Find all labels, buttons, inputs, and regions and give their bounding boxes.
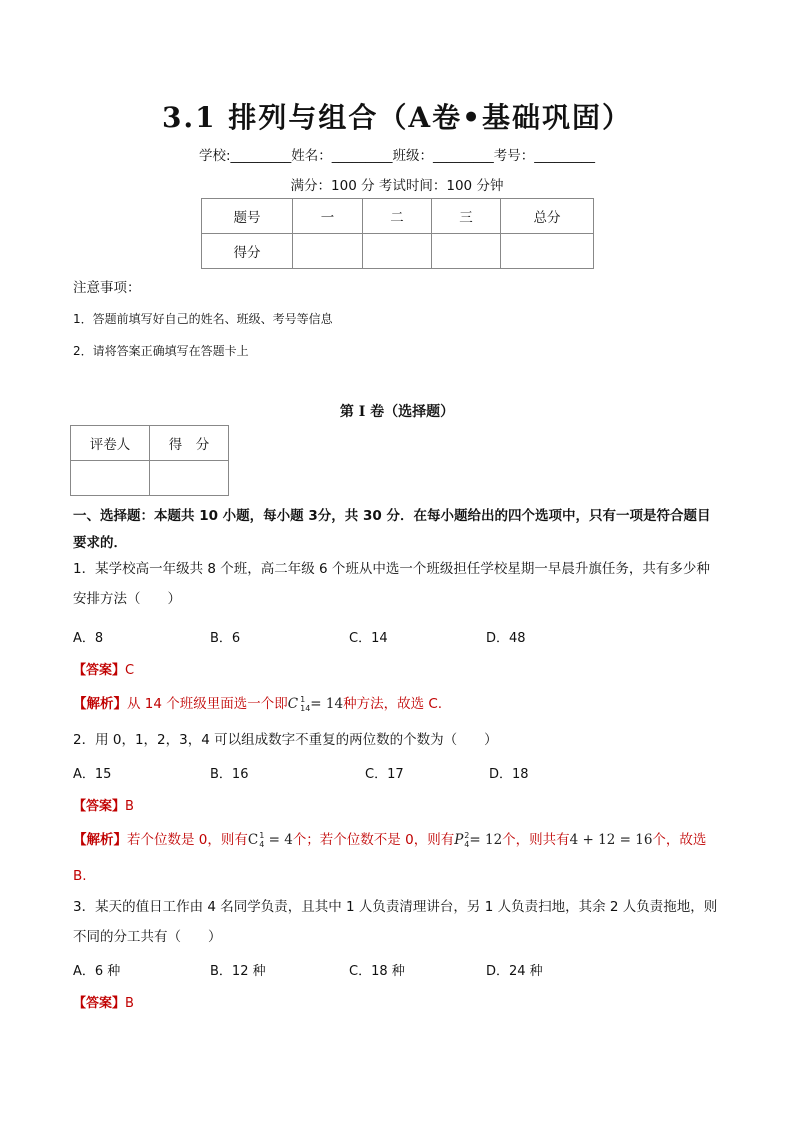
question-2-options bbox=[73, 763, 723, 783]
score-table bbox=[201, 198, 594, 269]
analysis-text: 若个位数是 0，则有 bbox=[127, 832, 248, 848]
score-cell bbox=[501, 234, 594, 269]
question-2-analysis bbox=[73, 822, 723, 894]
option-a: A．15 bbox=[73, 767, 112, 782]
math-equation: = 12 bbox=[469, 832, 503, 848]
math-superscript: 1 bbox=[300, 695, 306, 704]
option-b: B．12 种 bbox=[210, 964, 266, 979]
grader-cell bbox=[71, 461, 150, 496]
analysis-text: 个，故选 bbox=[652, 832, 707, 848]
grader-header-cell: 评卷人 bbox=[71, 426, 150, 461]
answer-tag: 【答案】 bbox=[73, 799, 126, 814]
grader-table bbox=[70, 425, 229, 496]
option-a: A．6 种 bbox=[73, 964, 121, 979]
part-title: 第 I 卷（选择题） bbox=[339, 404, 455, 420]
answer-value: B bbox=[125, 996, 134, 1011]
option-a: A．8 bbox=[73, 631, 104, 646]
score-header-cell: 题号 bbox=[202, 199, 293, 234]
grader-header-cell: 得 分 bbox=[150, 426, 229, 461]
answer-tag: 【答案】 bbox=[73, 663, 126, 678]
score-header-cell: 三 bbox=[432, 199, 501, 234]
grader-cell bbox=[150, 461, 229, 496]
analysis-text: B. bbox=[73, 868, 87, 884]
math-equation: 4 + 12 = 16 bbox=[569, 832, 653, 848]
note-item: 2．请将答案正确填写在答题卡上 bbox=[73, 344, 249, 358]
question-2-stem: 2．用 0，1，2，3，4 可以组成数字不重复的两位数的个数为（ ） bbox=[73, 732, 498, 748]
math-superscript: 2 bbox=[464, 831, 470, 840]
score-header-cell: 二 bbox=[363, 199, 432, 234]
option-b: B．6 bbox=[210, 631, 241, 646]
question-1-answer bbox=[73, 659, 134, 678]
score-cell bbox=[293, 234, 363, 269]
math-subscript: 4 bbox=[259, 840, 265, 849]
math-equation: = 14 bbox=[310, 696, 344, 712]
question-2-answer bbox=[73, 795, 134, 814]
option-d: D．24 种 bbox=[486, 964, 543, 979]
math-subscript: 4 bbox=[464, 840, 470, 849]
permutation-symbol: P bbox=[454, 832, 464, 848]
student-info-line: 学校:_________姓名：_________班级：_________考号：_________ bbox=[198, 148, 596, 164]
analysis-text: 从 14 个班级里面选一个即 bbox=[127, 696, 288, 712]
answer-tag: 【答案】 bbox=[73, 996, 126, 1011]
page-title: 3.1 排列与组合（A卷•基础巩固） bbox=[161, 101, 633, 134]
analysis-text: 个，则共有 bbox=[502, 832, 570, 848]
score-row-label: 得分 bbox=[202, 234, 293, 269]
question-3-options bbox=[73, 960, 723, 980]
question-1-analysis bbox=[73, 686, 723, 722]
option-c: C．17 bbox=[365, 767, 404, 782]
score-cell bbox=[432, 234, 501, 269]
combination-symbol: C bbox=[247, 832, 259, 848]
analysis-tag: 【解析】 bbox=[73, 832, 127, 848]
score-table-header-row bbox=[202, 199, 594, 234]
score-table-score-row bbox=[202, 234, 594, 269]
combination-symbol: C bbox=[287, 696, 299, 712]
score-header-cell: 一 bbox=[293, 199, 363, 234]
option-d: D．18 bbox=[489, 767, 529, 782]
question-1-stem: 1．某学校高一年级共 8 个班，高二年级 6 个班从中选一个班级担任学校星期一早晨升旗任务，共有多少种安排方法（ ） bbox=[73, 561, 710, 607]
question-3-stem: 3．某天的值日工作由 4 名同学负责，且其中 1 人负责清理讲台，另 1 人负责扫地，其余 2 人负责拖地，则不同的分工共有（ ） bbox=[73, 899, 718, 945]
note-item: 1．答题前填写好自己的姓名、班级、考号等信息 bbox=[73, 312, 333, 326]
option-c: C．18 种 bbox=[349, 964, 405, 979]
analysis-text: 种方法，故选 C. bbox=[343, 696, 443, 712]
option-b: B．16 bbox=[210, 767, 249, 782]
score-header-cell: 总分 bbox=[501, 199, 594, 234]
option-c: C．14 bbox=[349, 631, 388, 646]
math-subscript: 14 bbox=[300, 704, 311, 713]
exam-score-time-line: 满分：100 分 考试时间：100 分钟 bbox=[290, 178, 504, 194]
answer-value: B bbox=[125, 799, 134, 814]
question-3-answer bbox=[73, 992, 134, 1011]
math-equation: = 4 bbox=[264, 832, 293, 848]
math-superscript: 1 bbox=[259, 831, 265, 840]
analysis-text: 个；若个位数不是 0，则有 bbox=[292, 832, 455, 848]
section-heading: 一、选择题：本题共 10 小题，每小题 3分，共 30 分．在每小题给出的四个选项中，只有一项是符合题目要求的． bbox=[73, 508, 711, 551]
notes-title: 注意事项： bbox=[73, 280, 141, 296]
answer-value: C bbox=[125, 663, 135, 678]
analysis-tag: 【解析】 bbox=[73, 696, 127, 712]
score-cell bbox=[363, 234, 432, 269]
option-d: D．48 bbox=[486, 631, 526, 646]
question-1-options bbox=[73, 627, 723, 647]
